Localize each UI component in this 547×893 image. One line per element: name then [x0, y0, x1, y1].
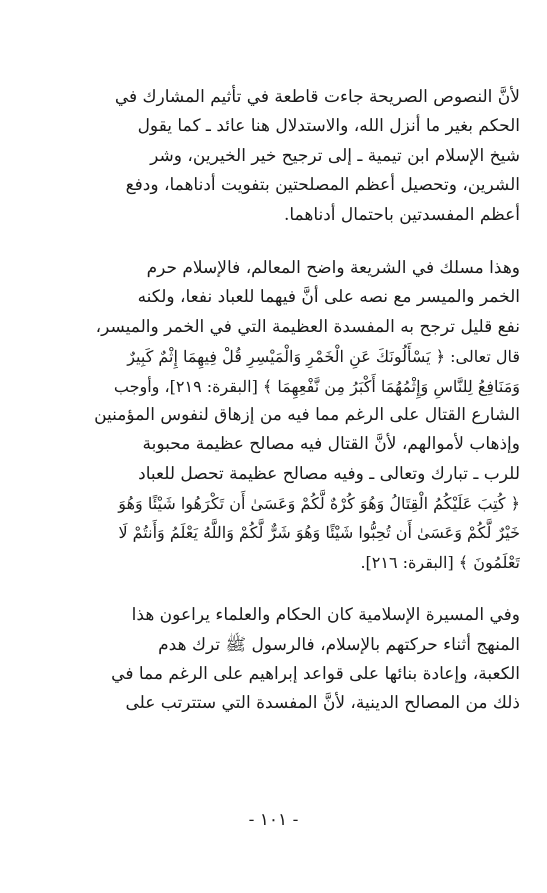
text-line: شيخ الإسلام ابن تيمية ـ إلى ترجيح خير الخيرين، وشر: [150, 145, 520, 166]
quran-verse-line: تَعْلَمُونَ ﴾ [البقرة: ٢١٦].: [360, 552, 520, 572]
paragraph-1: [60, 83, 520, 230]
text-line: الخمر والميسر مع نصه على أنَّ فيهما للعباد نفعا، ولكنه: [137, 287, 520, 308]
text-line: وفي المسيرة الإسلامية كان الحكام والعلماء يراعون هذا: [131, 605, 520, 626]
page-body: [60, 83, 520, 719]
text-line: المنهج أثناء حركتهم بالإسلام، فالرسول ﷺ ترك هدم: [158, 634, 520, 655]
text-line: أعظم المفسدتين باحتمال أدناهما.: [283, 204, 520, 225]
quran-verse-line: خَيْرٌ لَّكُمْ وَعَسَىٰ أَن تُحِبُّوا شَيْئًا وَهُوَ شَرٌّ لَّكُمْ وَاللَّهُ يَعْلَمُ وَأَنتُمْ لَا: [118, 523, 520, 543]
text-line: وهذا مسلك في الشريعة واضح المعالم، فالإسلام حرم: [146, 257, 520, 278]
quran-verse-line: قال تعالى: ﴿ يَسْأَلُونَكَ عَنِ الْخَمْرِ وَالْمَيْسِرِ قُلْ فِيهِمَا إِثْمٌ كَبِيرٌ: [127, 347, 520, 367]
text-line: الشارع القتال على الرغم مما فيه من إزهاق لنفوس المؤمنين: [94, 404, 520, 425]
text-line: لأنَّ النصوص الصريحة جاءت قاطعة في تأثيم المشارك في: [114, 87, 520, 107]
text-line: الحكم بغير ما أنزل الله، والاستدلال هنا عائد ـ كما يقول: [137, 116, 520, 137]
text-line: نفع قليل ترجح به المفسدة العظيمة التي في الخمر والميسر،: [95, 316, 520, 337]
text-line: الشرين، وتحصيل أعظم المصلحتين بتفويت أدناهما، ودفع: [125, 175, 520, 196]
text-line: ذلك من المصالح الدينية، لأنَّ المفسدة التي ستترتب على: [125, 693, 520, 714]
paragraph-3: [60, 601, 520, 719]
text-line: الكعبة، وإعادة بنائها على قواعد إبراهيم على الرغم مما في: [111, 664, 520, 685]
quran-verse-line: ﴿ كُتِبَ عَلَيْكُمُ الْقِتَالُ وَهُوَ كُرْهٌ لَّكُمْ وَعَسَىٰ أَن تَكْرَهُوا شَيْئًا وَهُوَ: [118, 494, 520, 514]
text-line: للرب ـ تبارك وتعالى ـ وفيه مصالح عظيمة تحصل للعباد: [138, 463, 520, 484]
text-line: وإذهاب لأموالهم، لأنَّ القتال فيه مصالح عظيمة محبوبة: [142, 434, 520, 455]
paragraph-2: [60, 254, 520, 577]
quran-verse-line: وَمَنَافِعُ لِلنَّاسِ وَإِثْمُهُمَا أَكْبَرُ مِن نَّفْعِهِمَا ﴾ [البقرة: ٢١٩]، وأوجب: [113, 376, 520, 396]
page-number: - ١٠١ -: [248, 810, 299, 830]
